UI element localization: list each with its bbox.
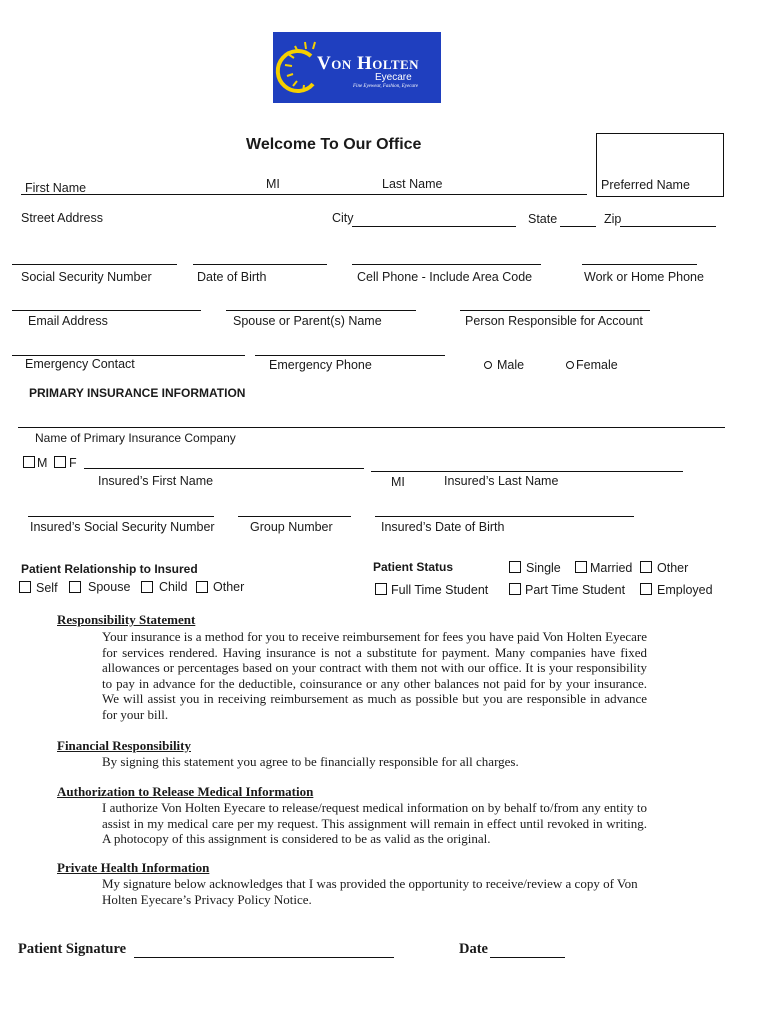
financial-heading: Financial Responsibility: [57, 738, 191, 753]
responsible-label: Person Responsible for Account: [465, 314, 643, 328]
full-time-label: Full Time Student: [391, 583, 489, 597]
von-holten-logo: [273, 32, 441, 103]
insurance-company-line[interactable]: [18, 427, 725, 428]
cell-line[interactable]: [352, 264, 541, 265]
employed-checkbox[interactable]: [640, 583, 652, 595]
insurance-heading: PRIMARY INSURANCE INFORMATION: [29, 386, 246, 400]
preferred-name-label: Preferred Name: [601, 178, 690, 192]
spouse-rel-label: Spouse: [88, 580, 131, 594]
married-checkbox[interactable]: [575, 561, 587, 573]
other-rel-checkbox[interactable]: [196, 581, 208, 593]
city-line[interactable]: [352, 226, 516, 227]
married-label: Married: [590, 561, 633, 575]
single-checkbox[interactable]: [509, 561, 521, 573]
insurance-company-label: Name of Primary Insurance Company: [35, 431, 236, 445]
email-line[interactable]: [12, 310, 201, 311]
employed-label: Employed: [657, 583, 713, 597]
spouse-label: Spouse or Parent(s) Name: [233, 314, 382, 328]
male-label: Male: [497, 358, 525, 372]
emergency-phone-line[interactable]: [255, 355, 445, 356]
page-title: Welcome To Our Office: [246, 136, 422, 153]
responsible-line[interactable]: [460, 310, 650, 311]
privacy-heading: Private Health Information: [57, 860, 210, 875]
first-name-label: First Name: [25, 181, 87, 195]
mi-label: MI: [266, 177, 280, 191]
email-label: Email Address: [28, 314, 108, 328]
street-address-label: Street Address: [21, 211, 103, 225]
other-status-label: Other: [657, 561, 689, 575]
insured-dob-label: Insured’s Date of Birth: [381, 520, 505, 534]
insured-f-label: F: [69, 456, 77, 470]
male-radio[interactable]: [484, 361, 492, 369]
authorization-heading: Authorization to Release Medical Information: [57, 784, 314, 799]
self-checkbox[interactable]: [19, 581, 31, 593]
state-label: State: [528, 212, 558, 226]
group-number-label: Group Number: [250, 520, 333, 534]
responsibility-heading: Responsibility Statement: [57, 612, 196, 627]
insured-last-line[interactable]: [371, 471, 683, 472]
ssn-line[interactable]: [12, 264, 177, 265]
other-rel-label: Other: [213, 580, 245, 594]
insured-ssn-label: Insured’s Social Security Number: [30, 520, 215, 534]
other-status-checkbox[interactable]: [640, 561, 652, 573]
female-label: Female: [576, 358, 618, 372]
name-line[interactable]: [21, 194, 587, 195]
insured-ssn-line[interactable]: [28, 516, 214, 517]
insured-last-label: Insured’s Last Name: [444, 474, 559, 488]
cell-phone-label: Cell Phone - Include Area Code: [357, 270, 533, 284]
insured-m-label: M: [37, 456, 48, 470]
insured-dob-line[interactable]: [375, 516, 634, 517]
emergency-phone-label: Emergency Phone: [269, 358, 372, 372]
financial-text: By signing this statement you agree to be financially responsible for all charges.: [102, 754, 519, 769]
date-label: Date: [459, 941, 488, 957]
responsibility-text: Your insurance is a method for you to receive reimbursement for fees you have paid Von Holten Eyecare for services rendered. Having insurance is not a substitute for payment. Many companies have fixed allowances or percentages based on your contract with them not with our office. It is your responsibility to pay in advance for the deductible, coinsurance or any other balances not paid for by your insurance. We will assist you in receiving reimbursement as much as possible but you are responsible in advance for your bill.: [102, 629, 647, 722]
group-number-line[interactable]: [238, 516, 351, 517]
emergency-contact-line[interactable]: [12, 355, 245, 356]
female-radio[interactable]: [566, 361, 574, 369]
insured-first-line[interactable]: [84, 468, 364, 469]
child-checkbox[interactable]: [141, 581, 153, 593]
dob-label: Date of Birth: [197, 270, 267, 284]
full-time-checkbox[interactable]: [375, 583, 387, 595]
status-heading: Patient Status: [373, 560, 454, 574]
single-label: Single: [526, 561, 561, 575]
insured-first-label: Insured’s First Name: [98, 474, 214, 488]
patient-signature-line[interactable]: [134, 957, 394, 958]
ssn-label: Social Security Number: [21, 270, 152, 284]
last-name-label: Last Name: [382, 177, 443, 191]
spouse-checkbox[interactable]: [69, 581, 81, 593]
emergency-contact-label: Emergency Contact: [25, 357, 135, 371]
city-label: City: [332, 211, 354, 225]
authorization-text: I authorize Von Holten Eyecare to release/request medical information on by behalf to/from any entity to assist in my medical care per my request. This assignment will remain in effect until revoked in writing. A photocopy of this assignment is considered to be as valid as the original.: [102, 800, 647, 847]
insured-m-checkbox[interactable]: [23, 456, 35, 468]
logo-name: Von Holten: [317, 53, 420, 74]
zip-line[interactable]: [620, 226, 716, 227]
part-time-checkbox[interactable]: [509, 583, 521, 595]
patient-signature-label: Patient Signature: [18, 941, 127, 957]
logo-sub: Eyecare: [375, 72, 412, 83]
logo-tagline: Fine Eyewear, Fashion, Eyecare: [353, 84, 418, 89]
self-label: Self: [36, 581, 58, 595]
date-line[interactable]: [490, 957, 565, 958]
relationship-heading: Patient Relationship to Insured: [21, 562, 198, 576]
dob-line[interactable]: [193, 264, 327, 265]
part-time-label: Part Time Student: [525, 583, 626, 597]
insured-mi-label: MI: [391, 475, 405, 489]
zip-label: Zip: [604, 212, 622, 226]
work-phone-line[interactable]: [582, 264, 697, 265]
work-phone-label: Work or Home Phone: [584, 270, 704, 284]
privacy-text: My signature below acknowledges that I was provided the opportunity to receive/review a copy of Von Holten Eyecare’s Privacy Policy Notice.: [102, 876, 638, 907]
child-label: Child: [159, 580, 188, 594]
spouse-line[interactable]: [226, 310, 416, 311]
state-line[interactable]: [560, 226, 596, 227]
insured-f-checkbox[interactable]: [54, 456, 66, 468]
